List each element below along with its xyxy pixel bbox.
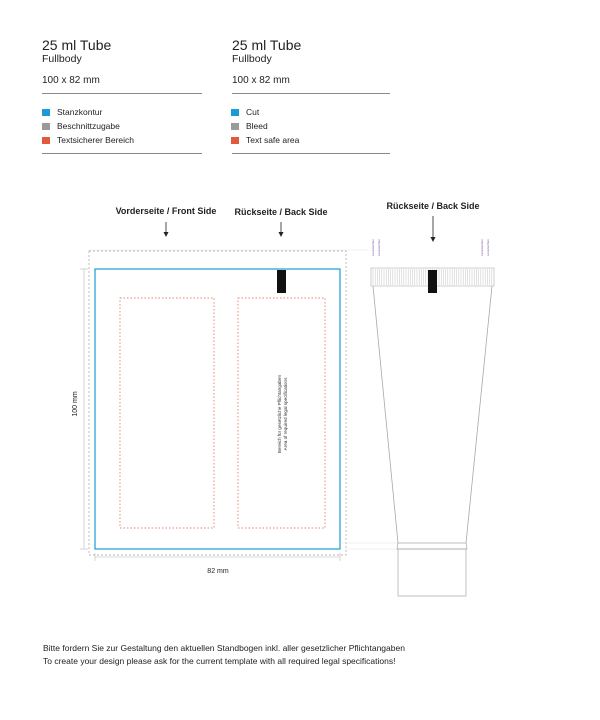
tube-top-marks-left bbox=[371, 239, 381, 256]
front-text-safe-area bbox=[120, 298, 214, 528]
svg-text:Lesezeichen: Lesezeichen bbox=[480, 239, 484, 256]
svg-text:Lesezeichen: Lesezeichen bbox=[371, 239, 375, 256]
left-spec-size: 100 x 82 mm bbox=[42, 75, 100, 86]
legend-item-text-safe: Textsicherer Bereich bbox=[42, 133, 134, 147]
legal-area-label-en: Area of required legal specifications bbox=[283, 377, 288, 451]
front-arrow bbox=[164, 222, 169, 237]
legal-area-label-de: Bereich für gesetzliche Pflichtangaben bbox=[277, 374, 282, 454]
left-spec-subtitle: Fullbody bbox=[42, 53, 82, 65]
height-dimension bbox=[80, 269, 88, 549]
tube-arrow bbox=[431, 216, 436, 242]
tube-outline bbox=[371, 268, 494, 596]
legend-item-bleed: Bleed bbox=[231, 119, 299, 133]
width-dimension-label: 82 mm bbox=[207, 568, 229, 575]
svg-text:Lesezeichen: Lesezeichen bbox=[377, 239, 381, 256]
right-spec-subtitle: Fullbody bbox=[232, 53, 272, 65]
tube-top-marks-right bbox=[480, 239, 490, 256]
footer-note-de: Bitte fordern Sie zur Gestaltung den aktuellen Standbogen inkl. aller gesetzlicher Pflichtangaben bbox=[43, 643, 405, 653]
footer-note-en: To create your design please ask for the current template with all required legal specifications! bbox=[43, 655, 396, 666]
bleed-outline bbox=[89, 251, 346, 555]
back-side-label: Rückseite / Back Side bbox=[234, 207, 328, 217]
eye-mark bbox=[277, 270, 286, 293]
tube-back-side-label: Rückseite / Back Side bbox=[386, 201, 480, 211]
cut-outline bbox=[95, 269, 340, 549]
back-arrow bbox=[279, 222, 284, 237]
width-dimension bbox=[95, 553, 340, 561]
height-dimension-label: 100 mm bbox=[72, 391, 79, 417]
tube-eye-mark bbox=[428, 270, 437, 293]
right-spec-title: 25 ml Tube bbox=[232, 37, 302, 53]
footer-note bbox=[43, 642, 405, 667]
legend-item-cut: Stanzkontur bbox=[42, 105, 134, 119]
front-side-label: Vorderseite / Front Side bbox=[115, 206, 217, 216]
legend-item-bleed: Beschnittzugabe bbox=[42, 119, 134, 133]
svg-text:Lesezeichen: Lesezeichen bbox=[486, 239, 490, 256]
right-spec-size: 100 x 82 mm bbox=[232, 75, 290, 86]
legend-item-cut: Cut bbox=[231, 105, 299, 119]
left-spec-title: 25 ml Tube bbox=[42, 37, 112, 53]
legend-item-text-safe: Text safe area bbox=[231, 133, 299, 147]
